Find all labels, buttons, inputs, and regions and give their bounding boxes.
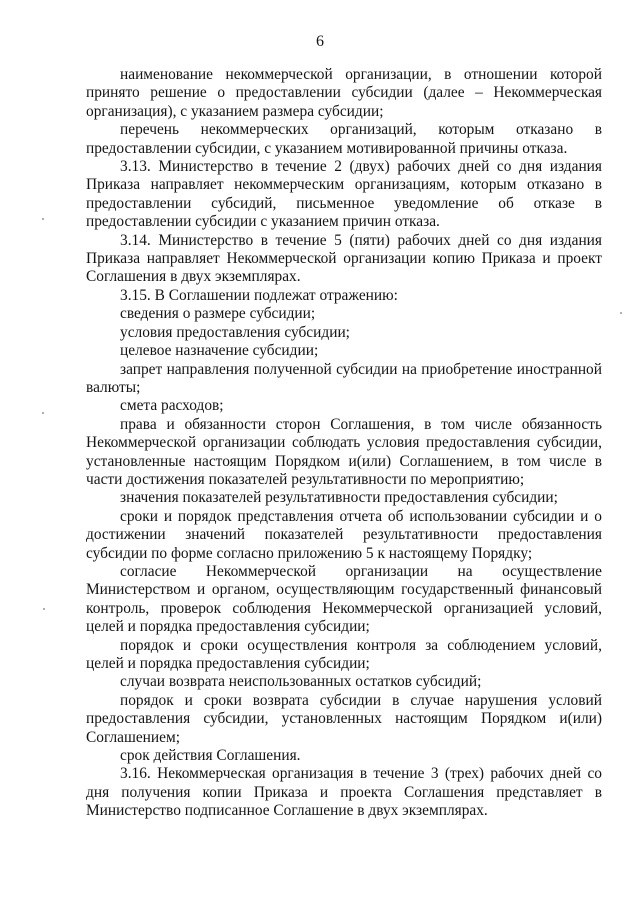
paragraph: порядок и сроки возврата субсидии в случае нарушения условий предоставления субсидии, установленных настоящим Порядком и(или) Соглашением; xyxy=(86,691,602,746)
paragraph: сведения о размере субсидии; xyxy=(120,305,316,323)
paragraph: 3.16. Некоммерческая организация в течение 3 (трех) рабочих дней со дня получения копии Приказа и проекта Соглашения представляет в Министерство подписанное Соглашение в двух экземплярах. xyxy=(86,765,602,820)
page-number: 6 xyxy=(316,33,324,50)
paragraph: значения показателей результативности предоставления субсидии; xyxy=(120,489,558,507)
scan-mark xyxy=(42,412,44,414)
paragraph: наименование некоммерческой организации, в отношении которой принято решение о предоставлении субсидии (далее – Некоммерческая организация), с указанием размера субсидии; xyxy=(86,66,602,120)
paragraph: запрет направления полученной субсидии на приобретение иностранной валюты; xyxy=(86,360,602,396)
paragraph: случаи возврата неиспользованных остатков субсидий; xyxy=(120,673,482,691)
scan-mark xyxy=(620,312,622,314)
paragraph: 3.13. Министерство в течение 2 (двух) рабочих дней со дня издания Приказа направляет некоммерческим организациям, которым отказано в предоставлении субсидий, письменное уведомление об отказе в предоставлении субсидии с указанием причин отказа. xyxy=(86,158,602,231)
scan-mark xyxy=(42,218,44,220)
paragraph: 3.15. В Соглашении подлежат отражению: xyxy=(120,286,398,304)
paragraph: срок действия Соглашения. xyxy=(120,747,301,765)
paragraph: права и обязанности сторон Соглашения, в том числе обязанность Некоммерческой организации соблюдать условия предоставления субсидии, установленные настоящим Порядком и(или) Соглашением, в том числе в части достижения показателей результативности по мероприятию; xyxy=(86,415,602,488)
paragraph: перечень некоммерческих организаций, которым отказано в предоставлении субсидии, с указанием мотивированной причины отказа. xyxy=(86,121,602,157)
paragraph: согласие Некоммерческой организации на осуществление Министерством и органом, осуществляющим государственный финансовый контроль, проверок соблюдения Некоммерческой организацией условий, целей и порядка предоставления субсидии; xyxy=(86,562,602,636)
document-body xyxy=(86,66,602,821)
paragraph: условия предоставления субсидии; xyxy=(120,323,350,341)
paragraph: порядок и сроки осуществления контроля за соблюдением условий, целей и порядка предоставления субсидии; xyxy=(86,636,602,672)
paragraph: смета расходов; xyxy=(120,397,224,415)
paragraph: целевое назначение субсидии; xyxy=(120,342,319,360)
paragraph: 3.14. Министерство в течение 5 (пяти) рабочих дней со дня издания Приказа направляет Некоммерческой организации копию Приказа и проект Соглашения в двух экземплярах. xyxy=(86,231,602,286)
scan-mark xyxy=(43,608,45,610)
paragraph: сроки и порядок представления отчета об использовании субсидии и о достижении значений показателей результативности предоставления субсидии по форме согласно приложению 5 к настоящему Порядку; xyxy=(86,507,602,562)
